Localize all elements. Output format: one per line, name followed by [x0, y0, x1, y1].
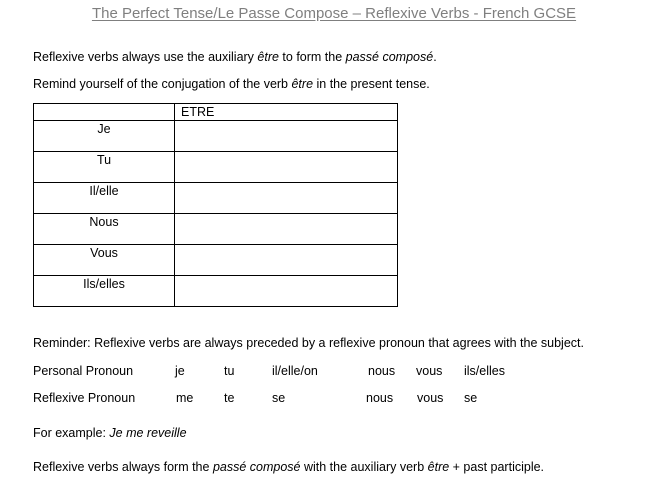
answer-cell[interactable] [175, 214, 398, 245]
pronoun-cell [34, 152, 175, 183]
reflexive-pronoun-item: me [176, 391, 194, 405]
intro-line-1-text-a: Reflexive verbs always use the auxiliary [33, 50, 258, 64]
page-title: The Perfect Tense/Le Passe Compose – Reflexive Verbs - French GCSE [91, 5, 577, 22]
intro-line-2-text-a: Remind yourself of the conjugation of the verb [33, 77, 292, 91]
example-label: For example: [33, 426, 110, 440]
table-header-etre: ETRE [175, 104, 398, 121]
pronoun-label: Ils/elles [83, 277, 125, 291]
reflexive-pronoun-item: te [224, 391, 235, 405]
closing-etre: être [427, 460, 450, 474]
personal-pronoun-item: il/elle/on [272, 364, 318, 378]
reflexive-pronoun-item: vous [417, 391, 444, 405]
pronoun-cell [34, 214, 175, 245]
intro-line-1-text-c: to form the [278, 50, 346, 64]
pronoun-cell [34, 121, 175, 152]
answer-cell[interactable] [175, 183, 398, 214]
personal-pronoun-label: Personal Pronoun [33, 364, 134, 378]
reminder-text: Reminder: Reflexive verbs are always preceded by a reflexive pronoun that agrees with the subject. [33, 336, 584, 350]
personal-pronoun-item: vous [416, 364, 443, 378]
answer-cell[interactable] [175, 245, 398, 276]
table-row [34, 214, 398, 245]
intro-line-1 [33, 50, 437, 64]
reflexive-pronoun-item: se [272, 391, 286, 405]
pronoun-cell [34, 183, 175, 214]
closing-line [33, 460, 544, 474]
answer-cell[interactable] [175, 276, 398, 307]
table-row [34, 183, 398, 214]
table-header-blank [34, 104, 175, 121]
pronoun-label: Je [97, 122, 111, 136]
table-row [34, 121, 398, 152]
answer-cell[interactable] [175, 121, 398, 152]
intro-line-2-text-c: in the present tense. [313, 77, 430, 91]
table-row [34, 152, 398, 183]
pronoun-label: Il/elle [89, 184, 119, 198]
reflexive-pronoun-item: nous [366, 391, 394, 405]
conjugation-table [33, 103, 398, 307]
reflexive-pronoun-item: se [464, 391, 478, 405]
personal-pronoun-item: nous [368, 364, 396, 378]
closing-passe-compose: passé composé [212, 460, 301, 474]
intro-line-1-passe-compose: passé composé [345, 50, 434, 64]
personal-pronoun-item: tu [224, 364, 235, 378]
intro-line-1-etre: être [257, 50, 279, 64]
intro-line-2-etre: être [291, 77, 314, 91]
personal-pronoun-item: je [175, 364, 185, 378]
example-text: Je me reveille [109, 426, 187, 440]
pronoun-label: Tu [96, 153, 112, 167]
personal-pronoun-item: ils/elles [464, 364, 505, 378]
intro-line-1-text-e: . [433, 50, 437, 64]
reflexive-pronoun-label: Reflexive Pronoun [33, 391, 136, 405]
answer-cell[interactable] [175, 152, 398, 183]
table-row [34, 245, 398, 276]
pronoun-label: Vous [90, 246, 118, 260]
pronoun-cell [34, 276, 175, 307]
closing-text-c: with the auxiliary verb [300, 460, 428, 474]
closing-text-a: Reflexive verbs always form the [33, 460, 213, 474]
intro-line-2 [33, 77, 430, 91]
closing-text-e: + past participle. [449, 460, 545, 474]
example-line [33, 426, 187, 440]
table-header-row [34, 104, 398, 121]
pronoun-cell [34, 245, 175, 276]
table-row [34, 276, 398, 307]
pronoun-label: Nous [89, 215, 119, 229]
